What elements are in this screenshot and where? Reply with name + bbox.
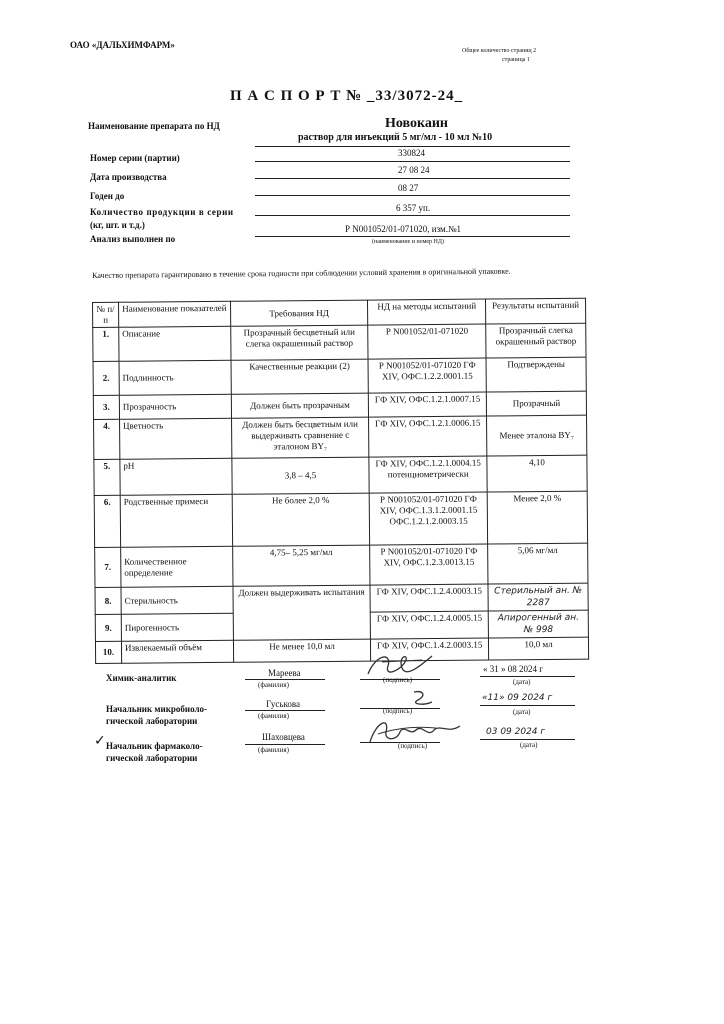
row-result: Стерильный ан. № 2287 [488, 583, 588, 611]
sig-date-chemist: « 31 » 08 2024 г [483, 664, 543, 674]
drug-form: раствор для инъекций 5 мг/мл - 10 мл №10 [298, 132, 493, 143]
row-req: Должен выдерживать испытания [233, 585, 371, 640]
row-req: Прозрачный бесцветный или слегка окрашенный раствор [230, 325, 368, 360]
sig-surname-line [245, 679, 325, 680]
row-result: 5,06 мг/мл [488, 543, 588, 584]
row-result: 10,0 мл [489, 637, 589, 660]
row-method: ГФ XIV, ОФС.1.2.4.0003.15 [370, 584, 488, 612]
sig-role-pharma: Начальник фармаколо- [106, 741, 203, 751]
analysis-caption: (наименование и номер НД) [372, 239, 444, 245]
pages-total: Общее количество страниц 2 [462, 48, 537, 54]
row-result: Прозрачный [486, 391, 586, 416]
col-req-header: Требования НД [230, 300, 368, 326]
row-method: ГФ XIV, ОФС.1.2.4.0005.15 [371, 611, 489, 639]
row-num: 2. [93, 361, 119, 395]
series-value: 330824 [398, 148, 425, 158]
row-name: Количественное определение [121, 546, 233, 587]
passport-title: П А С П О Р Т № _33/3072-24_ [230, 88, 464, 104]
qty-label-units: (кг, шт. и т.д.) [90, 220, 145, 230]
sig-surname-caption: (фамилия) [258, 746, 289, 754]
expiry-label: Годен до [90, 191, 125, 201]
prod-date-label: Дата производства [90, 172, 167, 182]
row-name: Пирогенность [121, 613, 233, 641]
row-method: Р N001052/01-071020 [368, 324, 486, 359]
table-row [93, 323, 586, 361]
drug-label: Наименование препарата по НД [88, 121, 220, 131]
signature-pharma [366, 714, 466, 748]
sig-surname-caption: (фамилия) [258, 681, 289, 689]
check-mark: ✓ [94, 733, 106, 749]
sig-role-micro: Начальник микробиоло- [106, 704, 208, 714]
table-row [94, 491, 587, 547]
table-row [93, 357, 586, 395]
row-name: Родственные примеси [120, 494, 232, 547]
row-num: 3. [93, 395, 119, 419]
row-method: ГФ XIV, ОФС.1.4.2.0003.15 [371, 638, 489, 661]
row-num: 6. [94, 495, 120, 547]
sig-surname-micro: Гуськова [266, 699, 301, 709]
qty-label: Количество продукции в серии [90, 207, 234, 217]
expiry-underline [255, 195, 570, 196]
row-result: Подтверждены [486, 357, 586, 392]
sig-date-line [480, 676, 575, 677]
col-method-header: НД на методы испытаний [368, 299, 486, 325]
quality-note: Качество препарата гарантировано в течение срока годности при соблюдении условий хранения в оригинальной упаковке. [92, 266, 511, 280]
row-req: 3,8 – 4,5 [232, 457, 370, 494]
qty-underline [255, 215, 570, 216]
row-req: Качественные реакции (2) [231, 359, 369, 394]
drug-underline [255, 146, 570, 147]
col-result-header: Результаты испытаний [486, 298, 586, 324]
row-num: 7. [95, 547, 121, 587]
row-name: Стерильность [121, 586, 233, 614]
row-result: 4,10 [487, 455, 587, 492]
row-req: Должен быть прозрачным [231, 393, 369, 418]
row-method: ГФ XIV, ОФС.1.2.1.0006.15 [369, 416, 487, 457]
sig-role-micro-2: гической лаборатории [106, 716, 198, 726]
row-name: pH [120, 458, 232, 495]
row-result: Апирогенный ан. № 998 [488, 610, 588, 638]
row-num: 4. [94, 419, 120, 459]
sig-surname-line [245, 710, 325, 711]
signature-chemist [362, 648, 442, 682]
row-req: Должен быть бесцветным или выдерживать сравнение с эталоном BY₇ [231, 417, 369, 458]
row-num: 9. [95, 614, 121, 641]
row-method: Р N001052/01-071020 ГФ XIV, ОФС.1.2.3.0013.15 [370, 544, 488, 585]
table-row [94, 455, 587, 495]
row-result: Менее 2,0 % [487, 491, 587, 544]
row-result: Менее эталона BY₇ [487, 415, 587, 456]
analysis-underline [255, 236, 570, 237]
sig-sign-caption: (подпись) [398, 742, 428, 750]
page-number: страница 1 [502, 57, 530, 63]
table-row [95, 583, 588, 614]
results-table [92, 298, 589, 664]
sig-date-caption: (дата) [513, 708, 531, 716]
sig-surname-line [245, 744, 325, 745]
sig-date-caption: (дата) [513, 678, 531, 686]
sig-role-chemist: Химик-аналитик [106, 673, 177, 683]
sig-surname-chemist: Мареева [268, 668, 301, 678]
row-method: Р N001052/01-071020 ГФ XIV, ОФС.1.3.1.2.0001.15 ОФС.1.2.1.2.0003.15 [369, 492, 487, 545]
row-req: Не менее 10,0 мл [233, 639, 371, 662]
qty-value: 6 357 уп. [396, 203, 431, 213]
col-name-header: Наименование показателей [118, 301, 230, 327]
analysis-label: Анализ выполнен по [90, 234, 176, 244]
prod-date-value: 27 08 24 [398, 165, 430, 175]
row-name: Прозрачность [119, 394, 231, 419]
sig-date-line [480, 739, 575, 740]
series-label: Номер серии (партии) [90, 153, 180, 163]
analysis-value: Р N001052/01-071020, изм.№1 [345, 224, 462, 234]
company-name: ОАО «ДАЛЬХИМФАРМ» [70, 40, 175, 50]
expiry-value: 08 27 [398, 183, 419, 193]
sig-date-micro: «11» 09 2024 г [482, 693, 553, 703]
row-name: Описание [119, 326, 231, 361]
sig-role-pharma-2: гической лаборатории [106, 753, 198, 763]
sig-sign-caption: (подпись) [383, 676, 413, 684]
row-name: Цветность [119, 418, 231, 459]
table-row [95, 543, 588, 587]
drug-name: Новокаин [385, 116, 448, 131]
sig-surname-caption: (фамилия) [258, 712, 289, 720]
passport-number: _33/3072-24_ [366, 88, 464, 104]
sig-date-caption: (дата) [520, 741, 538, 749]
table-row [95, 637, 588, 663]
series-underline [255, 161, 570, 162]
table-row [94, 415, 587, 459]
signature-micro [404, 688, 444, 710]
row-result: Прозрачный слегка окрашенный раствор [486, 323, 586, 358]
row-method: ГФ XIV, ОФС.1.2.1.0007.15 [369, 392, 487, 417]
row-name: Подлинность [119, 360, 231, 395]
prod-date-underline [255, 178, 570, 179]
row-num: 10. [95, 641, 121, 663]
row-num: 5. [94, 459, 120, 495]
sig-sign-caption: (подпись) [383, 707, 413, 715]
sig-surname-pharma: Шаховцева [262, 732, 305, 742]
row-name: Извлекаемый объём [121, 640, 233, 663]
row-req: Не более 2,0 % [232, 493, 370, 546]
sig-date-pharma: 03 09 2024 г [486, 727, 546, 737]
sig-date-line [480, 705, 575, 706]
col-num-header: № п/п [93, 302, 119, 327]
row-method: Р N001052/01-071020 ГФ XIV, ОФС.1.2.2.0001.15 [368, 358, 486, 393]
row-method: ГФ XIV, ОФС.1.2.1.0004.15 потенциометрически [369, 456, 487, 493]
row-num: 8. [95, 587, 121, 614]
row-num: 1. [93, 327, 119, 361]
row-req: 4,75– 5,25 мг/мл [232, 545, 370, 586]
